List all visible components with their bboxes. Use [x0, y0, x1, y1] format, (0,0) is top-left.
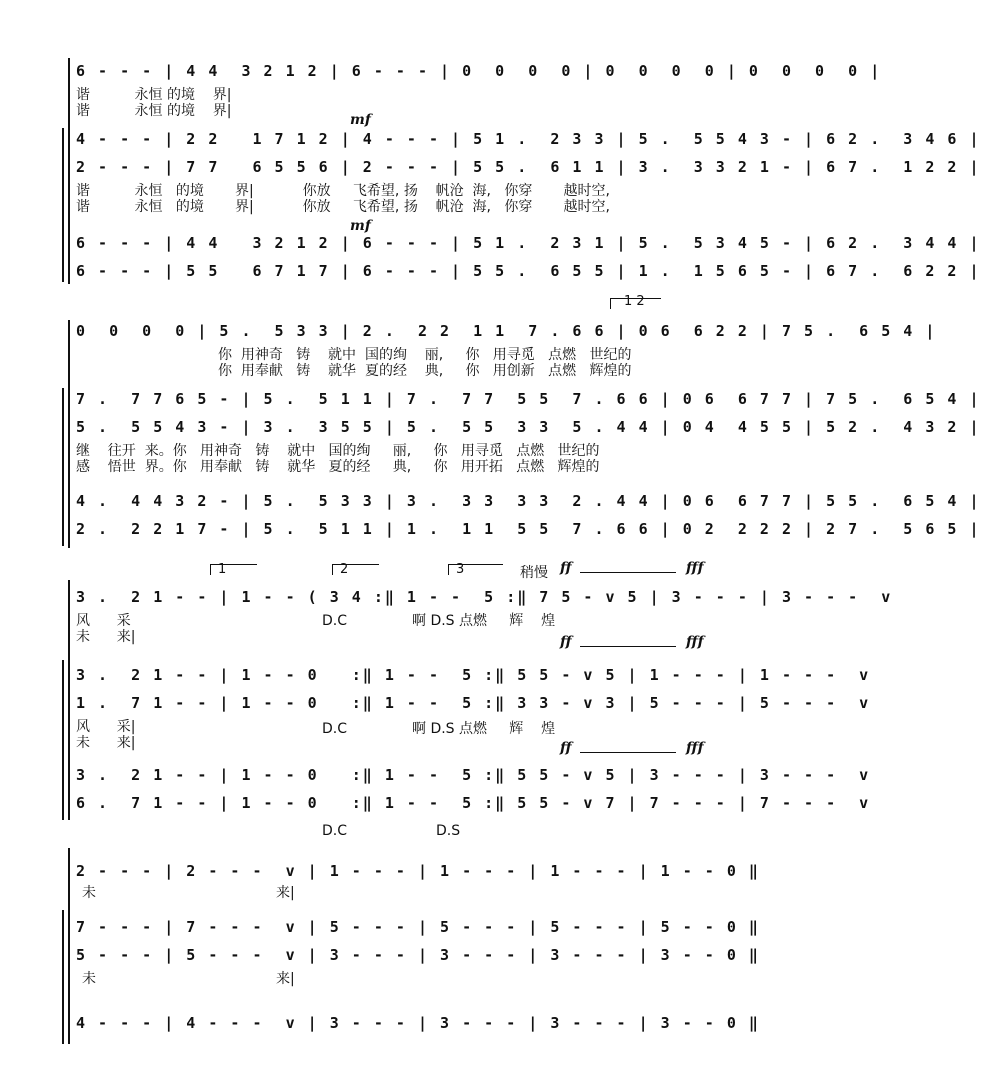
dynamic-fff-1: fff	[686, 560, 704, 576]
upper-voice-b-2	[0, 416, 981, 438]
solo-notes: 6 - - - | 4 4 3 2 1 2 | 6 - - - | 0 0 0 0 | 0 0 0 0 | 0 0 0 0 |	[76, 62, 882, 80]
solo-lyric-4-end: 来|	[276, 885, 295, 901]
solo-line-4	[0, 860, 788, 882]
crescendo-1	[580, 572, 676, 573]
dynamic-ff-3: ff	[560, 740, 572, 756]
choir-lyric-3-verse-2: 未 来|	[76, 735, 136, 751]
upper-voice-a-2	[0, 388, 981, 410]
lower-a-notes-2: 4 . 4 4 3 2 - | 5 . 5 3 3 | 3 . 3 3 3 3 2 . 4 4 | 0 6 6 7 7 | 5 5 . 6 5 4 |	[76, 492, 981, 510]
upper-voice-b-3	[0, 692, 871, 714]
lower-voice-a	[0, 232, 981, 254]
solo-line	[0, 60, 882, 82]
volta-3-label: 3	[456, 562, 465, 577]
solo-lyric-3-ending: 啊 D.S 点燃 辉 煌	[412, 613, 556, 629]
solo-lyric-2-verse-1: 你 用神奇 铸 就中 国的绚 丽, 你 用寻觅 点燃 世纪的	[218, 347, 632, 363]
upper-a-notes-2: 7 . 7 7 6 5 - | 5 . 5 1 1 | 7 . 7 7 5 5 7 . 6 6 | 0 6 6 7 7 | 7 5 . 6 5 4 |	[76, 390, 981, 408]
footer-ds-mark: D.S	[436, 823, 461, 839]
upper-voice-b	[0, 156, 981, 178]
dynamic-ff-2: ff	[560, 634, 572, 650]
solo-notes-2: 0 0 0 0 | 5 . 5 3 3 | 2 . 2 2 1 1 7 . 6 6 | 0 6 6 2 2 | 7 5 . 6 5 4 |	[76, 322, 937, 340]
system-4	[0, 840, 788, 1070]
solo-line-2	[0, 320, 937, 342]
dynamic-mf-upper: mf	[350, 112, 371, 128]
choir-lyric-4-start: 未	[82, 971, 96, 987]
lower-a-notes-3: 3 . 2 1 - - | 1 - - 0 :‖ 1 - - 5 :‖ 5 5 - v 5 | 3 - - - | 3 - - - v	[76, 766, 871, 784]
upper-voice-b-4	[0, 944, 788, 966]
dynamic-ff-1: ff	[560, 560, 572, 576]
upper-b-notes: 2 - - - | 7 7 6 5 5 6 | 2 - - - | 5 5 . 6 1 1 | 3 . 3 3 2 1 - | 6 7 . 1 2 2 |	[76, 158, 981, 176]
solo-lyric-3-verse-2: 未 来|	[76, 629, 136, 645]
dynamic-mf-lower: mf	[350, 218, 371, 234]
lower-a-notes: 6 - - - | 4 4 3 2 1 2 | 6 - - - | 5 1 . 2 3 1 | 5 . 5 3 4 5 - | 6 2 . 3 4 4 |	[76, 234, 981, 252]
lower-voice-b	[0, 260, 981, 282]
choir-bracket	[62, 128, 64, 282]
choir-lyric-4-end: 来|	[276, 971, 295, 987]
solo-lyric-3-verse-1: 风 采	[76, 613, 131, 629]
upper-a-notes-3: 3 . 2 1 - - | 1 - - 0 :‖ 1 - - 5 :‖ 5 5 - v 5 | 1 - - - | 1 - - - v	[76, 666, 871, 684]
upper-a-notes-4: 7 - - - | 7 - - - v | 5 - - - | 5 - - - | 5 - - - | 5 - - 0 ‖	[76, 918, 760, 936]
system-3	[0, 560, 893, 840]
footer-dc-mark: D.C	[322, 823, 348, 839]
solo-lyric-verse-2: 谐 永恒 的境 界|	[76, 103, 232, 119]
volta-1-2-label: 1 2	[624, 294, 645, 309]
lower-voice-b-2	[0, 518, 981, 540]
system-1	[0, 0, 981, 290]
upper-voice-a-3	[0, 664, 871, 686]
tempo-marking: 稍慢	[520, 565, 548, 581]
lower-voice-a-4	[0, 1012, 788, 1034]
solo-lyric-4-start: 未	[82, 885, 96, 901]
lower-b-notes-2: 2 . 2 2 1 7 - | 5 . 5 1 1 | 1 . 1 1 5 5 7 . 6 6 | 0 2 2 2 2 | 2 7 . 5 6 5 |	[76, 520, 981, 538]
lower-voice-a-2	[0, 490, 981, 512]
upper-b-notes-4: 5 - - - | 5 - - - v | 3 - - - | 3 - - - | 3 - - - | 3 - - 0 ‖	[76, 946, 760, 964]
lower-voice-a-3	[0, 764, 871, 786]
choir-lyric-2-verse-2: 感 悟世 界。你 用奉献 铸 就华 夏的经 典, 你 用开拓 点燃 辉煌的	[76, 459, 600, 475]
dynamic-fff-2: fff	[686, 634, 704, 650]
choir-lyric-3-dc: D.C	[322, 721, 348, 737]
solo-line-3	[0, 586, 893, 608]
solo-lyric-3-dc: D.C	[322, 613, 348, 629]
choir-lyric-verse-2: 谐 永恒 的境 界| 你放 飞希望, 扬 帆沧 海, 你穿 越时空,	[76, 199, 610, 215]
upper-voice-a	[0, 128, 981, 150]
choir-lyric-3-verse-1: 风 采|	[76, 719, 136, 735]
solo-notes-4: 2 - - - | 2 - - - v | 1 - - - | 1 - - - | 1 - - - | 1 - - 0 ‖	[76, 862, 760, 880]
volta-2-label: 2	[340, 562, 349, 577]
lower-voice-b-3	[0, 792, 871, 814]
choir-lyric-2-verse-1: 继 往开 来。你 用神奇 铸 就中 国的绚 丽, 你 用寻觅 点燃 世纪的	[76, 443, 600, 459]
solo-lyric-2-verse-2: 你 用奉献 铸 就华 夏的经 典, 你 用创新 点燃 辉煌的	[218, 363, 632, 379]
lower-b-notes: 6 - - - | 5 5 6 7 1 7 | 6 - - - | 5 5 . 6 5 5 | 1 . 1 5 6 5 - | 6 7 . 6 2 2 |	[76, 262, 981, 280]
upper-a-notes: 4 - - - | 2 2 1 7 1 2 | 4 - - - | 5 1 . 2 3 3 | 5 . 5 5 4 3 - | 6 2 . 3 4 6 |	[76, 130, 981, 148]
system-2	[0, 290, 981, 560]
lower-a-notes-4: 4 - - - | 4 - - - v | 3 - - - | 3 - - - | 3 - - - | 3 - - 0 ‖	[76, 1014, 760, 1032]
upper-b-notes-2: 5 . 5 5 4 3 - | 3 . 3 5 5 | 5 . 5 5 3 3 5 . 4 4 | 0 4 4 5 5 | 5 2 . 4 3 2 |	[76, 418, 981, 436]
crescendo-3	[580, 752, 676, 753]
dynamic-fff-3: fff	[686, 740, 704, 756]
upper-voice-a-4	[0, 916, 788, 938]
volta-1-label: 1	[218, 562, 227, 577]
solo-notes-3: 3 . 2 1 - - | 1 - - ( 3 4 :‖ 1 - - 5 :‖ 7 5 - v 5 | 3 - - - | 3 - - - v	[76, 588, 893, 606]
choir-lyric-verse-1: 谐 永恒 的境 界| 你放 飞希望, 扬 帆沧 海, 你穿 越时空,	[76, 183, 610, 199]
lower-b-notes-3: 6 . 7 1 - - | 1 - - 0 :‖ 1 - - 5 :‖ 5 5 - v 7 | 7 - - - | 7 - - - v	[76, 794, 871, 812]
upper-b-notes-3: 1 . 7 1 - - | 1 - - 0 :‖ 1 - - 5 :‖ 3 3 - v 3 | 5 - - - | 5 - - - v	[76, 694, 871, 712]
crescendo-2	[580, 646, 676, 647]
solo-lyric-verse-1: 谐 永恒 的境 界|	[76, 87, 232, 103]
choir-lyric-3-ending: 啊 D.S 点燃 辉 煌	[412, 721, 556, 737]
